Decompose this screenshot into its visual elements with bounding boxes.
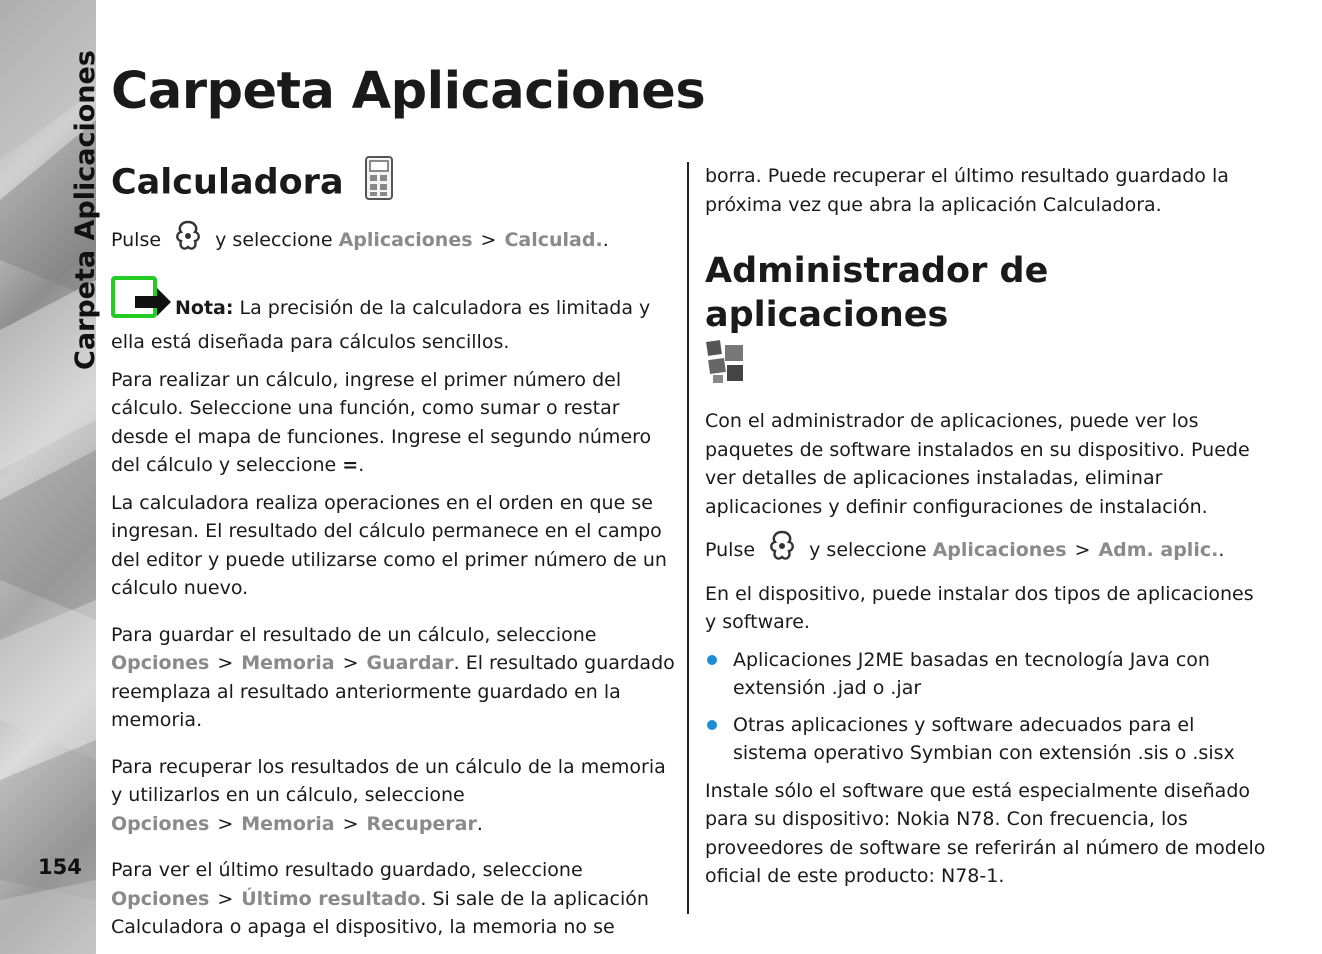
menu-separator: >: [480, 228, 497, 251]
note: [111, 270, 676, 357]
page-title: Carpeta Aplicaciones: [111, 62, 706, 121]
menu-adm-aplic: Adm. aplic.: [1098, 538, 1219, 561]
app-manager-heading-text: Administrador de aplicaciones: [705, 251, 1049, 335]
menu-calculad: Calculad.: [504, 228, 603, 251]
period: .: [602, 228, 609, 251]
last-result-text-end: . Si sale de la aplicación Calculadora o apaga el dispositivo, la memoria no se: [111, 887, 649, 938]
paragraph-app-manager-intro: Con el administrador de aplicaciones, puede ver los paquetes de software instalados en su dispositivo. Puede ver detalles de aplicaciones instaladas, eliminar aplicaciones y definir configuraciones de instalación.: [705, 410, 1250, 518]
select-text: y seleccione: [809, 538, 927, 561]
app-manager-path: [705, 530, 1270, 571]
menu-opciones: Opciones: [111, 812, 210, 835]
list-item-text: Otras aplicaciones y software adecuados para el sistema operativo Symbian con extensión .sis o .sisx: [733, 713, 1235, 764]
app-manager-heading: [705, 249, 1270, 337]
calculator-heading: [111, 155, 676, 212]
install-types-list: [705, 646, 1270, 768]
list-item-text: Aplicaciones J2ME basadas en tecnología Java con extensión .jad o .jar: [733, 648, 1210, 699]
calculator-icon: [364, 155, 394, 212]
list-item: [705, 711, 1270, 768]
paragraph-install-types: En el dispositivo, puede instalar dos tipos de aplicaciones y software.: [705, 582, 1254, 633]
page-number: 154: [38, 855, 82, 879]
menu-opciones: Opciones: [111, 887, 210, 910]
menu-separator: >: [342, 652, 359, 674]
calculator-heading-text: Calculadora: [111, 162, 344, 203]
pulse-text: Pulse: [111, 228, 162, 251]
menu-separator: >: [217, 812, 234, 835]
menu-opciones: Opciones: [111, 652, 210, 674]
period: .: [1218, 538, 1225, 561]
menu-ultimo-resultado: Último resultado: [241, 887, 421, 910]
menu-aplicaciones: Aplicaciones: [338, 228, 473, 251]
pulse-text: Pulse: [705, 538, 756, 561]
column-divider: [687, 162, 689, 914]
paragraph-save-result: [111, 621, 676, 735]
note-label: Nota:: [175, 296, 234, 319]
period: .: [476, 812, 483, 835]
bullet-dot: [707, 655, 717, 665]
list-item: [705, 646, 1270, 703]
right-column: [705, 162, 1270, 900]
sidebar: [0, 0, 101, 954]
menu-separator: >: [342, 812, 359, 835]
save-text-start: Para guardar el resultado de un cálculo, seleccione: [111, 623, 597, 646]
save-text-end: . El resultado guardado reemplaza al resultado anteriormente guardado en la memoria.: [111, 652, 675, 731]
menu-memoria: Memoria: [241, 652, 335, 674]
calc-path: [111, 220, 676, 261]
menu-guardar: Guardar: [366, 652, 454, 674]
menu-recuperar: Recuperar: [366, 812, 477, 835]
menu-aplicaciones: Aplicaciones: [932, 538, 1067, 561]
bullet-dot: [707, 720, 717, 730]
equals-key: =: [342, 454, 359, 476]
left-column: [111, 155, 676, 951]
menu-key-icon: [173, 220, 203, 261]
paragraph-calc-howto: [111, 366, 676, 480]
paragraph-continuation: borra. Puede recuperar el último resultado guardado la próxima vez que abra la aplicación Calculadora.: [705, 165, 1229, 216]
sidebar-title: Carpeta Aplicaciones: [70, 50, 101, 370]
paragraph-install-advice: Instale sólo el software que está especialmente diseñado para su dispositivo: Nokia N78. Con frecuencia, los proveedores de software se referirán al número de modelo oficial de este producto: N78-1.: [705, 779, 1266, 887]
paragraph-last-result: [111, 856, 676, 942]
menu-separator: >: [217, 887, 234, 910]
menu-memoria: Memoria: [241, 812, 335, 835]
note-icon: [111, 276, 173, 329]
menu-separator: >: [1074, 538, 1091, 561]
paragraph-calc-order: La calculadora realiza operaciones en el orden en que se ingresan. El resultado del cálculo permanece en el campo del editor y puede utilizarse como el primer número de un cálculo nuevo.: [111, 491, 667, 599]
select-text: y seleccione: [215, 228, 333, 251]
paragraph-recover: [111, 753, 676, 839]
calc-howto-text: Para realizar un cálculo, ingrese el primer número del cálculo. Seleccione una función, como sumar o restar desde el mapa de funciones. Ingrese el segundo número del cálculo y seleccione: [111, 368, 652, 476]
app-manager-icon: [705, 339, 1270, 385]
period: .: [358, 454, 365, 476]
menu-separator: >: [217, 652, 234, 674]
last-result-text: Para ver el último resultado guardado, seleccione: [111, 859, 583, 881]
note-text: La precisión de la calculadora es limitada y ella está diseñada para cálculos sencillos.: [111, 296, 651, 353]
menu-key-icon: [767, 530, 797, 571]
recover-text: Para recuperar los resultados de un cálculo de la memoria y utilizarlos en un cálculo, seleccione: [111, 755, 666, 806]
